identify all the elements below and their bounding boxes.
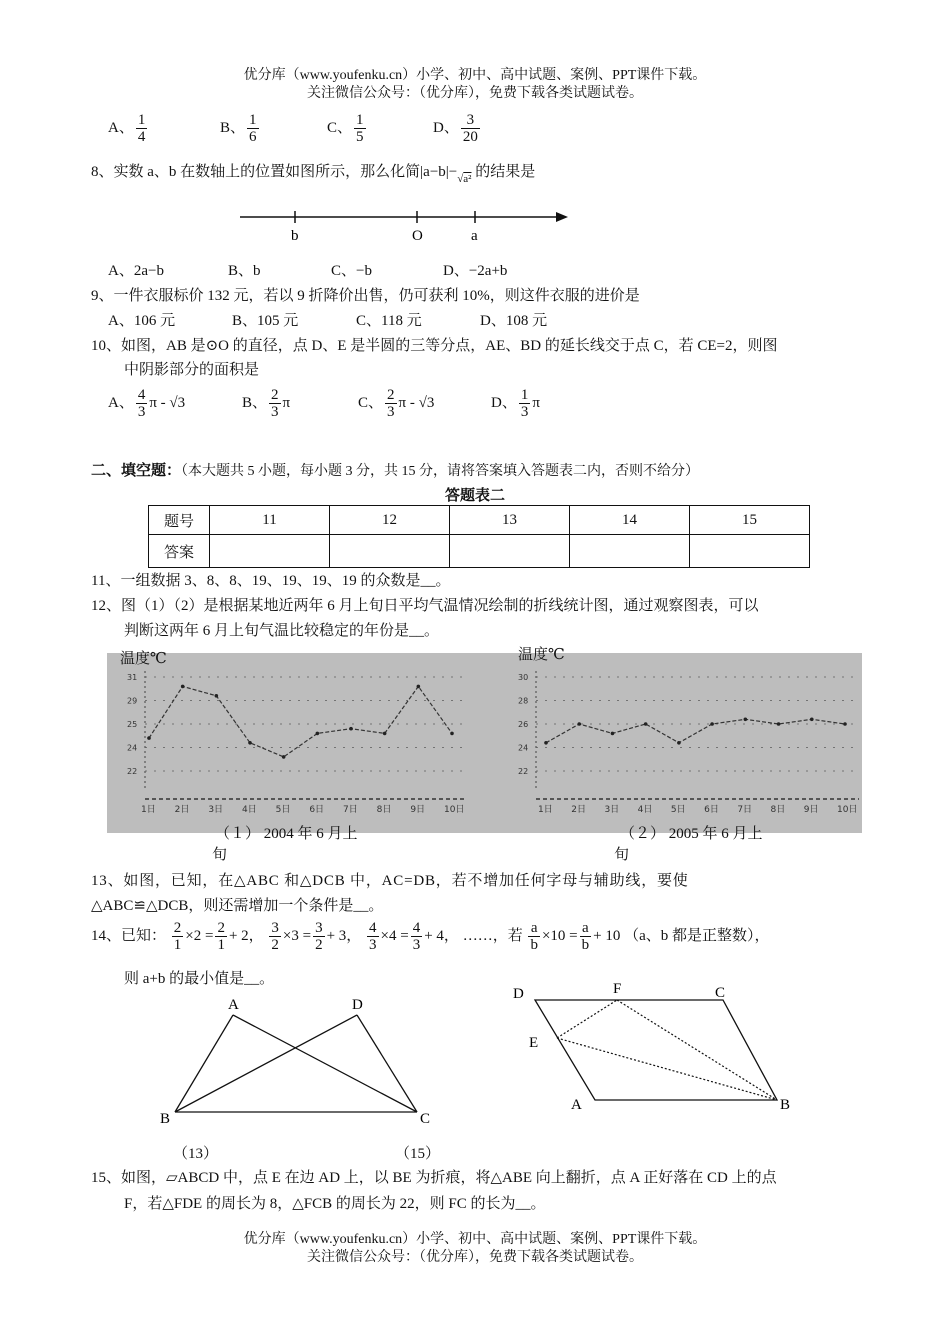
data-point xyxy=(417,685,421,689)
chart2-ylabel: 温度℃ xyxy=(518,647,565,663)
q14-line2: 则 a+b 的最小值是__。 xyxy=(124,971,275,987)
data-point xyxy=(544,741,548,745)
q12-line1: 12、图（1）（2）是根据某地近两年 6 月上旬日平均气温情况绘制的折线统计图，通过观察图表，可以 xyxy=(91,598,759,614)
y-tick-label: 30 xyxy=(518,673,529,682)
q12-line2: 判断这两年 6 月上旬气温比较稳定的年份是__。 xyxy=(124,623,440,639)
q9-stem: 9、一件衣服标价 132 元，若以 9 折降价出售，仍可获利 10%，则这件衣服的进价是 xyxy=(91,288,640,304)
data-point xyxy=(644,722,648,726)
x-tick-label: 1日 xyxy=(141,805,156,815)
point-label: F xyxy=(613,981,622,997)
data-point xyxy=(577,722,581,726)
q7-option-c: C、 $\frac{1}{5}$ xyxy=(327,112,364,145)
axis-label-o: O xyxy=(412,228,423,244)
q15-line2: F，若△FDE 的周长为 8，△FCB 的周长为 22，则 FC 的长为__。 xyxy=(124,1196,546,1212)
y-tick-label: 28 xyxy=(518,696,529,706)
chart2-caption-cont: 旬 xyxy=(614,847,630,863)
page-footer-line2: 关注微信公众号：（优分库），免费下载各类试题试卷。 xyxy=(307,1250,643,1265)
axis-label-a: a xyxy=(471,228,478,244)
y-tick-label: 22 xyxy=(518,767,529,776)
data-point xyxy=(710,722,714,726)
data-point xyxy=(843,722,847,726)
point-label: A xyxy=(228,997,239,1013)
page-header-line1: 优分库（www.youfenku.cn）小学、初中、高中试题、案例、PPT课件下载。 xyxy=(243,68,707,83)
fraction: $\frac{1}{5}$ xyxy=(356,112,364,145)
data-point xyxy=(215,694,219,698)
answer-cell-14[interactable] xyxy=(570,535,690,568)
y-tick-label: 29 xyxy=(127,696,138,706)
y-tick-label: 24 xyxy=(127,743,138,753)
chart-2005 xyxy=(500,653,862,833)
point-label: D xyxy=(513,986,524,1002)
x-tick-label: 5日 xyxy=(275,805,291,815)
sqrt-radical: √a² xyxy=(457,173,472,185)
q9-option-d: D、108 元 xyxy=(480,313,548,329)
point-label: A xyxy=(571,1097,582,1113)
section2-heading: 二、填空题：（本大题共 5 小题，每小题 3 分，共 15 分，请将答案填入答题表二内，否则不给分） xyxy=(91,463,700,479)
q14-line1: 14、已知： $\frac{2}{1}$ ×2 = $\frac{2}{1}$ + 2， $\frac{3}{2}$ ×3 = $\frac{3}{2}$ + 3， $\frac{4}{3}$ ×4 = $\frac{4}{3}$ + 4， ……，若 $\frac{a}{b}$ ×10 = $\frac{a}{b}$ + 10 （a、b 都是正整数）， xyxy=(91,920,770,953)
answer-cell-13[interactable] xyxy=(450,535,570,568)
figure-13 xyxy=(155,990,445,1130)
fraction: $\frac{1}{4}$ xyxy=(137,112,146,145)
chart2-caption: （２） 2005 年 6 月上 xyxy=(620,826,763,842)
y-tick-label: 31 xyxy=(127,673,138,682)
x-tick-label: 4日 xyxy=(242,805,257,815)
y-tick-label: 22 xyxy=(127,767,138,776)
q10-option-d: D、 $\frac{1}{3}$ π xyxy=(491,387,540,420)
chart-2004 xyxy=(107,653,477,833)
series-line xyxy=(546,719,845,743)
table-row-label: 答案 xyxy=(149,535,210,568)
chart1-caption-cont: 旬 xyxy=(212,847,228,863)
answer-table xyxy=(148,505,810,568)
y-tick-label: 26 xyxy=(518,720,529,729)
q8-option-c: C、−b xyxy=(331,263,372,279)
q7-option-d: D、 $\frac{3}{20}$ xyxy=(433,112,478,145)
point-label: E xyxy=(529,1035,539,1051)
q9-option-a: A、106 元 xyxy=(108,313,176,329)
fraction: $\frac{1}{6}$ xyxy=(249,112,257,145)
point-label: D xyxy=(352,997,363,1013)
series-line xyxy=(149,686,452,757)
x-tick-label: 9日 xyxy=(410,805,426,815)
x-tick-label: 10日 xyxy=(444,805,465,815)
point-label: C xyxy=(420,1111,431,1127)
answer-cell-15[interactable] xyxy=(690,535,810,568)
q8-option-b: B、b xyxy=(228,263,261,279)
figure-15 xyxy=(505,978,810,1118)
answer-cell-11[interactable] xyxy=(210,535,330,568)
x-tick-label: 2日 xyxy=(571,805,586,815)
answer-table-title: 答题表二 xyxy=(444,488,505,504)
table-cell: 14 xyxy=(570,506,690,535)
x-tick-label: 7日 xyxy=(737,805,753,815)
q11-stem: 11、一组数据 3、8、8、19、19、19、19 的众数是__。 xyxy=(91,573,451,589)
number-line xyxy=(235,205,575,245)
table-cell: 11 xyxy=(210,506,330,535)
data-point xyxy=(744,718,748,722)
point-label: B xyxy=(780,1097,791,1113)
q10-stem-line1: 10、如图，AB 是⊙O 的直径，点 D、E 是半圆的三等分点，AE、BD 的延长线交于点 C，若 CE=2，则图 xyxy=(91,338,778,354)
x-tick-label: 7日 xyxy=(343,805,358,815)
q13-line2: △ABC≌△DCB，则还需增加一个条件是__。 xyxy=(91,898,384,914)
figure-13-caption: （13） xyxy=(173,1146,219,1162)
x-tick-label: 10日 xyxy=(837,805,858,815)
q9-option-c: C、118 元 xyxy=(356,313,422,329)
table-cell: 15 xyxy=(690,506,810,535)
data-point xyxy=(349,727,353,731)
data-point xyxy=(316,732,320,736)
x-tick-label: 8日 xyxy=(770,805,786,815)
x-tick-label: 2日 xyxy=(174,805,190,815)
q7-option-a: A、 $\frac{1}{4}$ xyxy=(108,112,146,145)
fraction: $\frac{3}{20}$ xyxy=(462,112,478,145)
x-tick-label: 1日 xyxy=(538,805,553,815)
page-header-line2: 关注微信公众号：（优分库），免费下载各类试题试卷。 xyxy=(307,86,643,101)
data-point xyxy=(611,732,615,736)
point-label: C xyxy=(715,985,726,1001)
q15-line1: 15、如图，▱ABCD 中，点 E 在边 AD 上，以 BE 为折痕，将△ABE 向上翻折，点 A 正好落在 CD 上的点 xyxy=(91,1170,777,1186)
q10-option-b: B、 $\frac{2}{3}$ π xyxy=(242,387,291,420)
answer-cell-12[interactable] xyxy=(330,535,450,568)
x-tick-label: 6日 xyxy=(309,805,325,815)
chart1-ylabel: 温度℃ xyxy=(120,651,167,667)
y-tick-label: 25 xyxy=(127,720,138,729)
axis-label-b: b xyxy=(291,228,299,244)
y-tick-label: 24 xyxy=(518,743,529,753)
q10-option-c: C、 $\frac{2}{3}$ π - √3 xyxy=(358,387,435,420)
chart1-caption: （１） 2004 年 6 月上 xyxy=(215,826,358,842)
data-point xyxy=(777,722,781,726)
data-point xyxy=(450,732,454,736)
figure-15-caption: （15） xyxy=(395,1146,441,1162)
data-point xyxy=(181,685,185,689)
x-tick-label: 4日 xyxy=(637,805,653,815)
data-point xyxy=(147,736,151,740)
data-point xyxy=(810,718,814,722)
data-point xyxy=(383,732,387,736)
x-tick-label: 9日 xyxy=(803,805,819,815)
data-point xyxy=(282,755,286,759)
point-label: B xyxy=(160,1111,171,1127)
q13-line1: 13、如图，已知，在△ABC 和△DCB 中，AC=DB，若不增加任何字母与辅助线，要使 xyxy=(91,873,689,889)
x-tick-label: 8日 xyxy=(376,805,392,815)
data-point xyxy=(677,741,681,745)
x-tick-label: 3日 xyxy=(208,805,224,815)
x-tick-label: 6日 xyxy=(704,805,719,815)
q10-stem-line2: 中阴影部分的面积是 xyxy=(124,362,260,378)
table-cell: 12 xyxy=(330,506,450,535)
q8-option-d: D、−2a+b xyxy=(443,263,508,279)
q8-stem: 8、实数 a、b 在数轴上的位置如图所示，那么化简$|a-b|-_{√a^2}$ 的结果是 xyxy=(91,164,536,185)
q8-option-a: A、2a−b xyxy=(108,263,164,279)
x-tick-label: 5日 xyxy=(670,805,686,815)
q7-option-b: B、 $\frac{1}{6}$ xyxy=(220,112,257,145)
table-header-label: 题号 xyxy=(149,506,210,535)
page-footer-line1: 优分库（www.youfenku.cn）小学、初中、高中试题、案例、PPT课件下载。 xyxy=(243,1232,707,1247)
q10-option-a: A、 $\frac{4}{3}$ π - √3 xyxy=(108,387,186,420)
table-cell: 13 xyxy=(450,506,570,535)
q9-option-b: B、105 元 xyxy=(232,313,299,329)
data-point xyxy=(248,741,252,745)
x-tick-label: 3日 xyxy=(604,805,620,815)
